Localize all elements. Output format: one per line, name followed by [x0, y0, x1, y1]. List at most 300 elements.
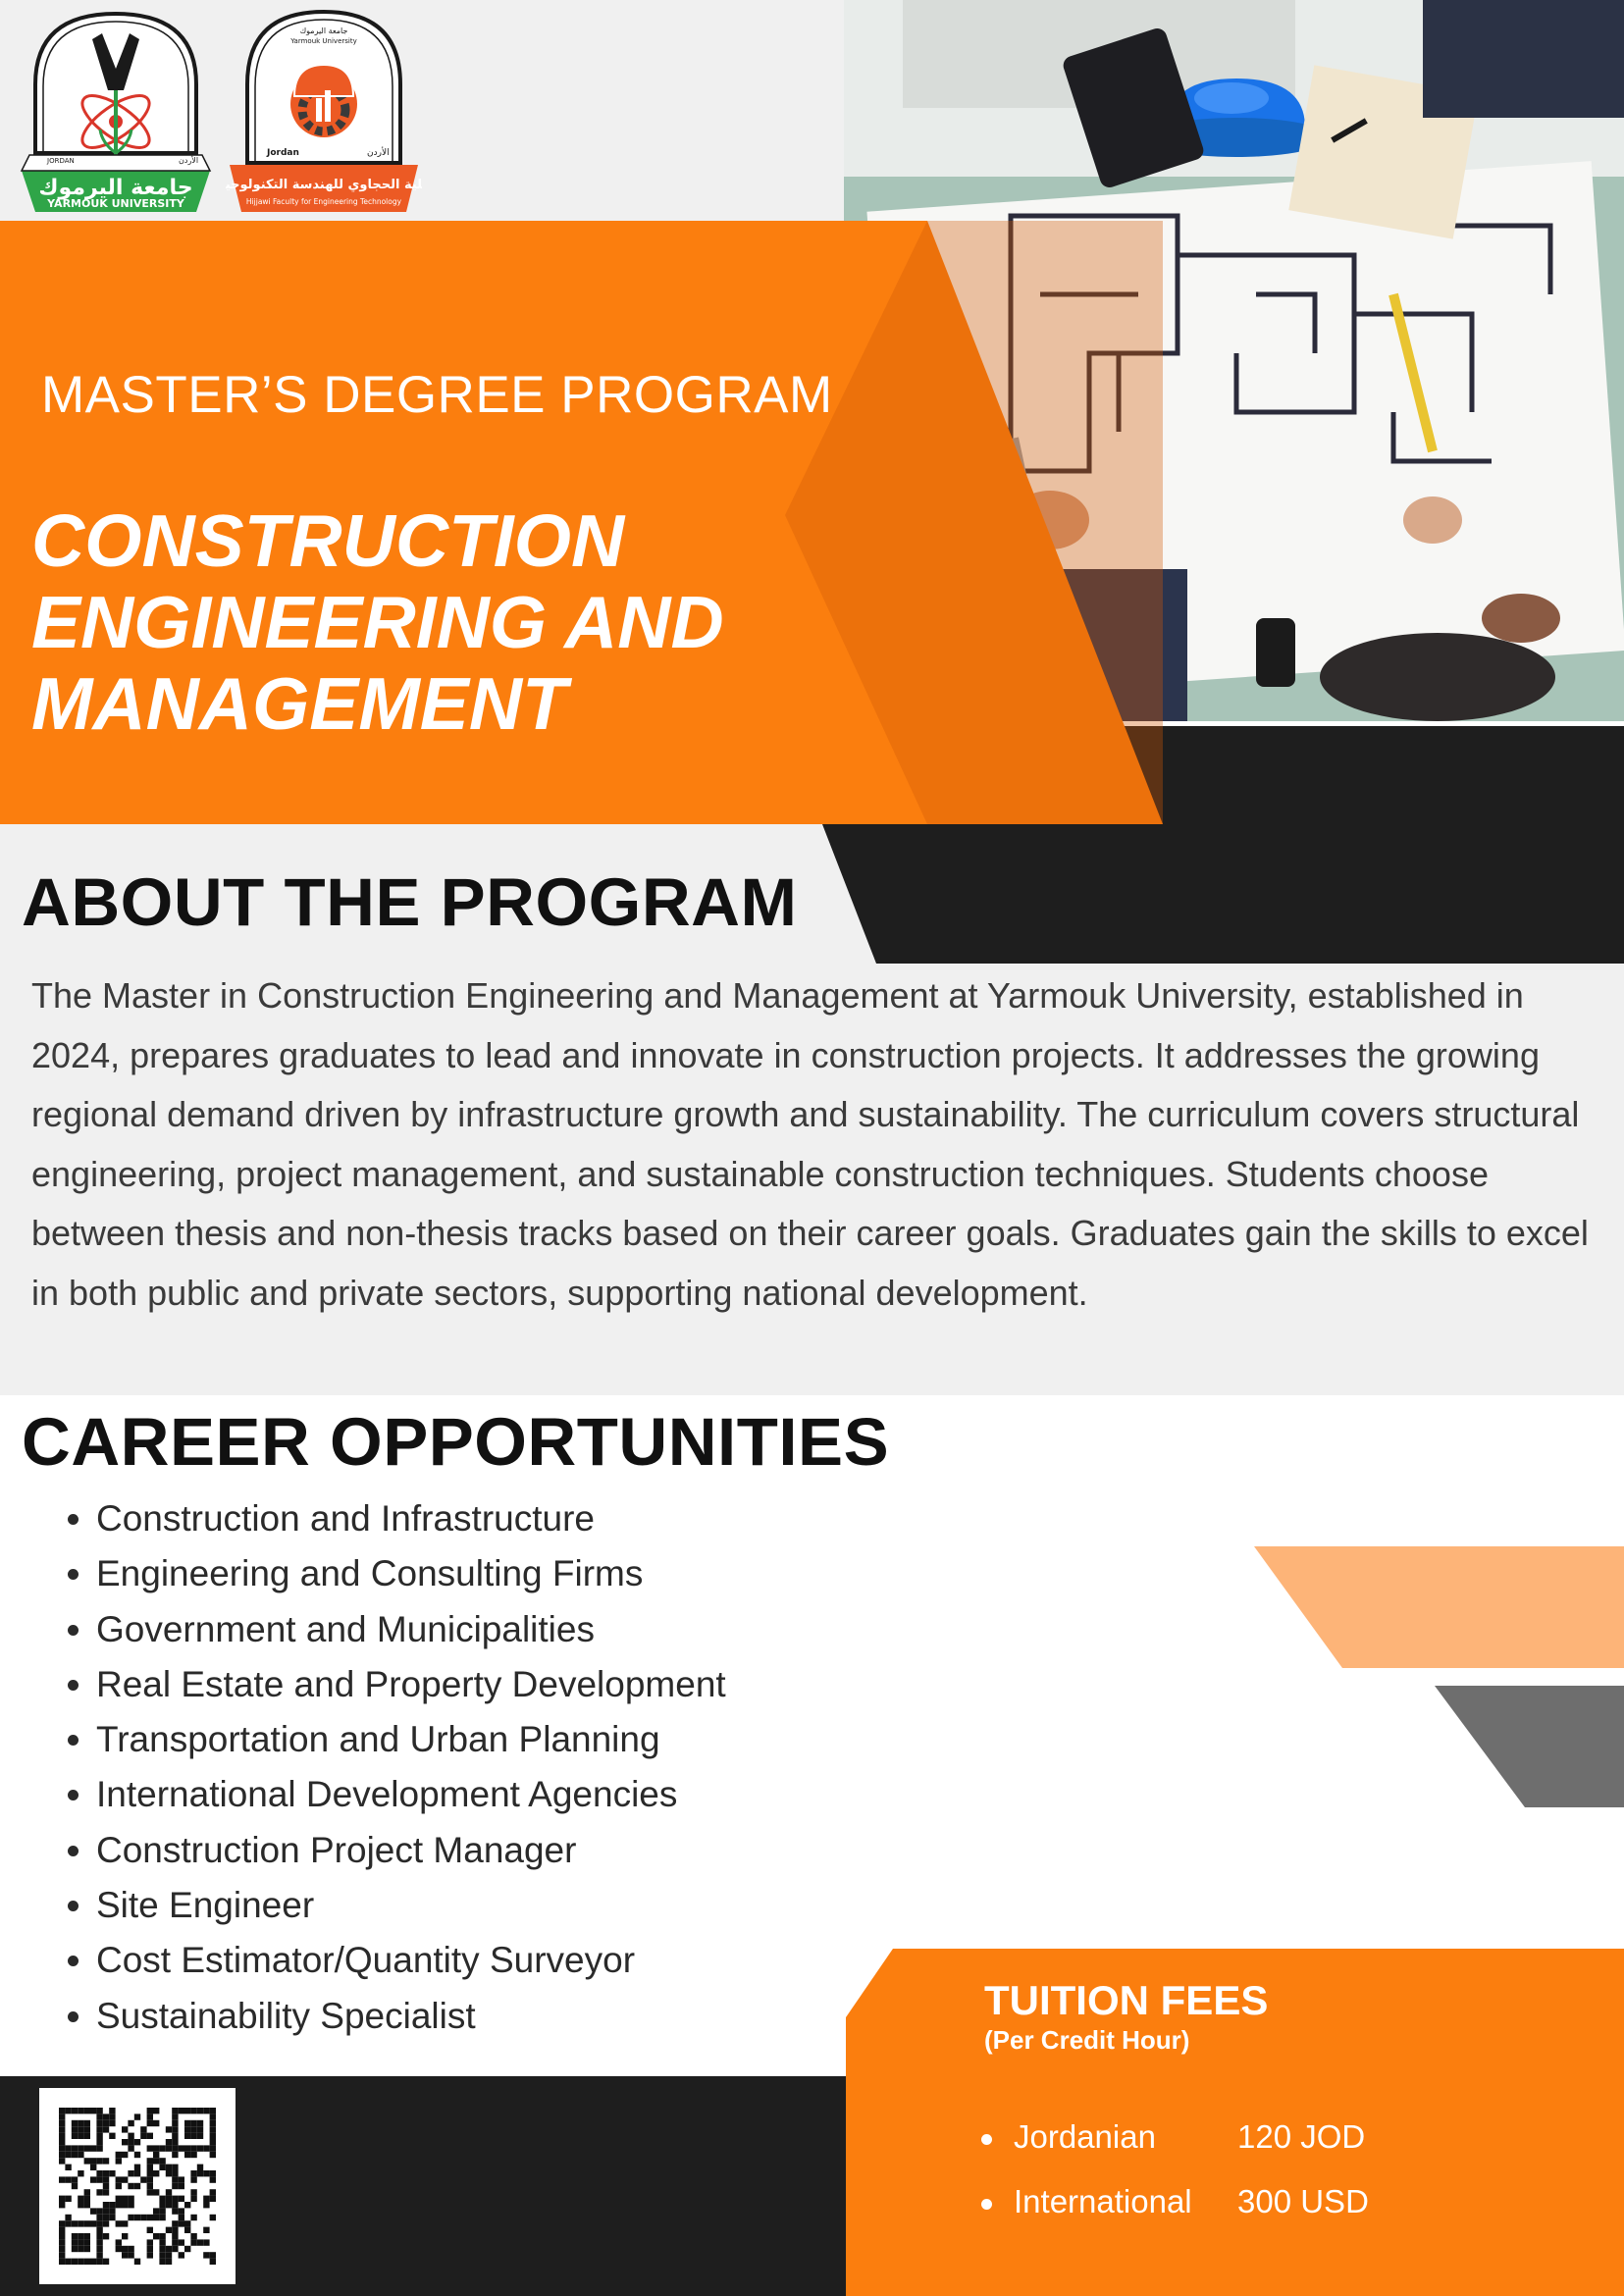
qr-module	[184, 2133, 190, 2139]
hero-title-line: ENGINEERING AND	[31, 581, 724, 663]
qr-module	[153, 2145, 159, 2151]
qr-module	[147, 2145, 153, 2151]
qr-module	[78, 2220, 83, 2226]
qr-module	[84, 2259, 90, 2265]
qr-module	[172, 2196, 178, 2202]
qr-module	[184, 2120, 190, 2126]
career-heading: CAREER OPPORTUNITIES	[22, 1404, 890, 1480]
qr-module	[159, 2145, 165, 2151]
qr-module	[72, 2176, 78, 2182]
qr-module	[78, 2152, 83, 2158]
qr-module	[159, 2239, 165, 2245]
qr-module	[128, 2252, 133, 2258]
qr-module	[116, 2246, 122, 2252]
qr-module	[128, 2202, 133, 2208]
qr-module	[78, 2126, 83, 2132]
qr-module	[166, 2145, 172, 2151]
qr-module	[134, 2152, 140, 2158]
list-item: • Real Estate and Property Development	[96, 1657, 726, 1712]
qr-module	[210, 2139, 216, 2145]
qr-module	[109, 2202, 115, 2208]
qr-module	[84, 2126, 90, 2132]
qr-module	[72, 2183, 78, 2189]
qr-module	[122, 2252, 128, 2258]
yarmouk-logo-english-name: YARMOUK UNIVERSITY	[47, 197, 184, 210]
tuition-heading: TUITION FEES	[984, 1977, 1269, 2023]
qr-module	[184, 2220, 190, 2226]
qr-module	[84, 2145, 90, 2151]
qr-module	[65, 2215, 71, 2220]
qr-module	[203, 2239, 209, 2245]
qr-module	[203, 2108, 209, 2113]
qr-module	[78, 2246, 83, 2252]
hero-subtitle: MASTER’S DEGREE PROGRAM	[41, 366, 833, 424]
list-item: • International Development Agencies	[96, 1767, 726, 1822]
qr-module	[210, 2196, 216, 2202]
qr-module	[72, 2126, 78, 2132]
qr-module	[72, 2233, 78, 2239]
qr-module	[96, 2233, 102, 2239]
fee-row-jordanian	[981, 2118, 1365, 2156]
hijjawi-faculty-logo	[226, 6, 422, 217]
hijjawi-logo-arabic-name: كلية الحجاوي للهندسة التكنولوجية	[226, 178, 422, 192]
qr-module	[109, 2120, 115, 2126]
qr-module	[103, 2126, 109, 2132]
qr-module	[190, 2196, 196, 2202]
qr-module	[103, 2170, 109, 2176]
qr-module	[210, 2145, 216, 2151]
qr-module	[159, 2208, 165, 2214]
qr-module	[184, 2246, 190, 2252]
qr-module	[78, 2145, 83, 2151]
qr-module	[159, 2202, 165, 2208]
qr-module	[72, 2133, 78, 2139]
decorative-dark-shape	[822, 824, 1624, 964]
qr-module	[147, 2215, 153, 2220]
qr-module	[128, 2145, 133, 2151]
qr-module	[172, 2202, 178, 2208]
qr-module	[172, 2145, 178, 2151]
qr-module	[84, 2133, 90, 2139]
qr-code[interactable]	[39, 2088, 236, 2284]
qr-module	[197, 2108, 203, 2113]
qr-module	[59, 2152, 65, 2158]
qr-code-icon	[39, 2088, 236, 2284]
about-heading: ABOUT THE PROGRAM	[22, 864, 798, 940]
qr-module	[84, 2246, 90, 2252]
qr-module	[103, 2208, 109, 2214]
hijjawi-logo-top-ar: جامعة اليرموك	[299, 26, 348, 35]
list-item: • Construction and Infrastructure	[96, 1491, 726, 1546]
qr-module	[203, 2252, 209, 2258]
qr-module	[96, 2145, 102, 2151]
qr-module	[210, 2113, 216, 2119]
qr-module	[166, 2170, 172, 2176]
qr-module	[172, 2133, 178, 2139]
qr-module	[172, 2126, 178, 2132]
qr-module	[59, 2108, 65, 2113]
list-item: • Site Engineer	[96, 1878, 726, 1933]
qr-module	[59, 2120, 65, 2126]
qr-module	[134, 2113, 140, 2119]
qr-module	[90, 2220, 96, 2226]
qr-module	[90, 2158, 96, 2164]
qr-module	[128, 2120, 133, 2126]
yarmouk-logo-arabic-name: جامعة اليرموك	[38, 176, 193, 200]
qr-module	[134, 2215, 140, 2220]
qr-module	[84, 2239, 90, 2245]
qr-module	[128, 2215, 133, 2220]
qr-module	[90, 2259, 96, 2265]
qr-module	[179, 2239, 184, 2245]
qr-module	[96, 2176, 102, 2182]
qr-module	[159, 2196, 165, 2202]
qr-module	[109, 2170, 115, 2176]
qr-module	[128, 2183, 133, 2189]
qr-module	[179, 2252, 184, 2258]
qr-module	[184, 2202, 190, 2208]
qr-module	[153, 2215, 159, 2220]
qr-module	[84, 2108, 90, 2113]
qr-module	[122, 2196, 128, 2202]
yarmouk-university-logo	[18, 6, 214, 217]
qr-module	[109, 2133, 115, 2139]
qr-module	[147, 2246, 153, 2252]
qr-module	[134, 2170, 140, 2176]
qr-module	[72, 2152, 78, 2158]
qr-module	[179, 2220, 184, 2226]
qr-module	[59, 2145, 65, 2151]
qr-module	[190, 2133, 196, 2139]
qr-module	[78, 2108, 83, 2113]
qr-module	[172, 2120, 178, 2126]
qr-module	[190, 2239, 196, 2245]
qr-module	[147, 2183, 153, 2189]
qr-module	[153, 2152, 159, 2158]
qr-module	[166, 2189, 172, 2195]
qr-module	[59, 2196, 65, 2202]
qr-module	[65, 2196, 71, 2202]
hijjawi-logo-country-en: Jordan	[267, 148, 299, 158]
qr-module	[84, 2158, 90, 2164]
hero-title	[31, 500, 915, 745]
qr-module	[72, 2120, 78, 2126]
qr-module	[116, 2158, 122, 2164]
qr-module	[78, 2120, 83, 2126]
qr-module	[159, 2215, 165, 2220]
qr-module	[140, 2133, 146, 2139]
qr-module	[147, 2165, 153, 2170]
qr-module	[65, 2108, 71, 2113]
qr-module	[59, 2239, 65, 2245]
qr-module	[190, 2108, 196, 2113]
qr-module	[203, 2196, 209, 2202]
qr-module	[166, 2202, 172, 2208]
qr-module	[197, 2126, 203, 2132]
list-item: • Engineering and Consulting Firms	[96, 1546, 726, 1601]
qr-module	[153, 2189, 159, 2195]
qr-module	[159, 2259, 165, 2265]
tuition-subheading: (Per Credit Hour)	[984, 2025, 1190, 2055]
qr-module	[134, 2183, 140, 2189]
qr-module	[184, 2126, 190, 2132]
qr-module	[96, 2158, 102, 2164]
fee-label: Jordanian	[1014, 2118, 1156, 2155]
qr-module	[78, 2196, 83, 2202]
qr-module	[159, 2233, 165, 2239]
qr-module	[159, 2165, 165, 2170]
qr-module	[96, 2227, 102, 2233]
qr-module	[147, 2113, 153, 2119]
qr-module	[190, 2215, 196, 2220]
qr-module	[190, 2152, 196, 2158]
qr-module	[116, 2220, 122, 2226]
qr-module	[147, 2108, 153, 2113]
qr-module	[172, 2239, 178, 2245]
hijjawi-logo-top-en: Yarmouk University	[290, 37, 357, 45]
qr-module	[166, 2139, 172, 2145]
qr-module	[153, 2233, 159, 2239]
career-list	[39, 1491, 726, 2044]
qr-module	[90, 2145, 96, 2151]
qr-module	[103, 2215, 109, 2220]
qr-module	[179, 2208, 184, 2214]
qr-module	[197, 2165, 203, 2170]
fee-value: 300 USD	[1237, 2183, 1369, 2219]
qr-module	[122, 2152, 128, 2158]
qr-module	[116, 2183, 122, 2189]
qr-module	[103, 2183, 109, 2189]
qr-module	[166, 2252, 172, 2258]
qr-module	[147, 2133, 153, 2139]
qr-module	[179, 2145, 184, 2151]
fee-value: 120 JOD	[1237, 2118, 1366, 2155]
qr-module	[166, 2196, 172, 2202]
qr-module	[84, 2202, 90, 2208]
qr-module	[78, 2170, 83, 2176]
qr-module	[116, 2176, 122, 2182]
qr-module	[147, 2170, 153, 2176]
qr-module	[72, 2239, 78, 2245]
list-item: • Sustainability Specialist	[96, 1989, 726, 2044]
qr-module	[59, 2227, 65, 2233]
qr-module	[96, 2108, 102, 2113]
qr-module	[159, 2158, 165, 2164]
qr-module	[166, 2259, 172, 2265]
qr-module	[116, 2196, 122, 2202]
qr-module	[128, 2133, 133, 2139]
qr-module	[59, 2202, 65, 2208]
qr-module	[172, 2165, 178, 2170]
decorative-grey-shape	[1435, 1686, 1624, 1807]
qr-module	[190, 2126, 196, 2132]
qr-module	[122, 2220, 128, 2226]
qr-module	[72, 2220, 78, 2226]
qr-module	[203, 2202, 209, 2208]
qr-module	[172, 2152, 178, 2158]
qr-module	[59, 2233, 65, 2239]
qr-module	[134, 2165, 140, 2170]
qr-module	[103, 2233, 109, 2239]
qr-module	[90, 2208, 96, 2214]
qr-module	[103, 2189, 109, 2195]
list-item: • Construction Project Manager	[96, 1823, 726, 1878]
qr-module	[78, 2133, 83, 2139]
hijjawi-logo-country-ar: الأردن	[367, 148, 390, 158]
qr-module	[65, 2220, 71, 2226]
qr-module	[153, 2108, 159, 2113]
qr-module	[78, 2259, 83, 2265]
qr-module	[210, 2120, 216, 2126]
list-item: • Transportation and Urban Planning	[96, 1712, 726, 1767]
qr-module	[197, 2133, 203, 2139]
qr-module	[172, 2227, 178, 2233]
qr-module	[203, 2227, 209, 2233]
qr-module	[147, 2120, 153, 2126]
qr-module	[147, 2189, 153, 2195]
qr-module	[140, 2176, 146, 2182]
qr-module	[90, 2176, 96, 2182]
qr-module	[166, 2246, 172, 2252]
qr-module	[134, 2259, 140, 2265]
qr-module	[190, 2233, 196, 2239]
qr-module	[72, 2259, 78, 2265]
qr-module	[153, 2158, 159, 2164]
qr-module	[84, 2120, 90, 2126]
qr-module	[109, 2108, 115, 2113]
qr-module	[210, 2189, 216, 2195]
qr-module	[210, 2170, 216, 2176]
list-item: • Government and Municipalities	[96, 1602, 726, 1657]
qr-module	[96, 2220, 102, 2226]
qr-module	[103, 2220, 109, 2226]
qr-module	[147, 2158, 153, 2164]
qr-module	[166, 2126, 172, 2132]
qr-module	[96, 2259, 102, 2265]
qr-module	[96, 2246, 102, 2252]
qr-module	[96, 2120, 102, 2126]
qr-module	[179, 2176, 184, 2182]
qr-module	[59, 2113, 65, 2119]
qr-module	[96, 2252, 102, 2258]
hero-title-line: MANAGEMENT	[31, 662, 567, 745]
list-item: • Cost Estimator/Quantity Surveyor	[96, 1933, 726, 1988]
hero-title-line: CONSTRUCTION	[31, 499, 625, 582]
qr-module	[172, 2233, 178, 2239]
qr-module	[128, 2170, 133, 2176]
qr-module	[109, 2215, 115, 2220]
qr-module	[159, 2246, 165, 2252]
qr-module	[72, 2246, 78, 2252]
qr-module	[197, 2170, 203, 2176]
qr-module	[122, 2176, 128, 2182]
qr-module	[210, 2259, 216, 2265]
qr-module	[122, 2126, 128, 2132]
qr-module	[84, 2196, 90, 2202]
bullet-icon	[981, 2134, 992, 2145]
qr-module	[179, 2196, 184, 2202]
qr-module	[96, 2139, 102, 2145]
qr-module	[103, 2113, 109, 2119]
qr-module	[84, 2220, 90, 2226]
qr-module	[78, 2239, 83, 2245]
qr-module	[65, 2145, 71, 2151]
qr-module	[190, 2145, 196, 2151]
qr-module	[210, 2176, 216, 2182]
about-paragraph: The Master in Construction Engineering and Management at Yarmouk University, established in 2024, prepares graduates to lead and innovate in construction projects. It addresses the growing regional demand driven by infrastructure growth and sustainability. The curriculum covers structural engineering, project management, and sustainable construction techniques. Students choose between thesis and non-thesis tracks based on their career goals. Graduates gain the skills to excel in both public and private sectors, supporting national development.	[31, 975, 1589, 1313]
qr-module	[96, 2133, 102, 2139]
qr-module	[72, 2145, 78, 2151]
qr-module	[96, 2208, 102, 2214]
qr-module	[184, 2227, 190, 2233]
qr-module	[190, 2120, 196, 2126]
qr-module	[179, 2215, 184, 2220]
qr-module	[109, 2208, 115, 2214]
fee-label: International	[1014, 2183, 1192, 2219]
qr-module	[122, 2139, 128, 2145]
qr-module	[90, 2165, 96, 2170]
qr-module	[147, 2227, 153, 2233]
qr-module	[103, 2120, 109, 2126]
qr-module	[203, 2170, 209, 2176]
qr-module	[197, 2145, 203, 2151]
qr-module	[128, 2196, 133, 2202]
qr-module	[172, 2113, 178, 2119]
qr-module	[128, 2246, 133, 2252]
qr-module	[65, 2176, 71, 2182]
decorative-orange-shape	[1254, 1546, 1624, 1668]
qr-module	[116, 2202, 122, 2208]
qr-module	[116, 2152, 122, 2158]
qr-module	[90, 2108, 96, 2113]
qr-module	[197, 2120, 203, 2126]
hijjawi-logo-english-name: Hijjawi Faculty for Engineering Technology	[245, 197, 402, 206]
qr-module	[72, 2108, 78, 2113]
qr-module	[140, 2215, 146, 2220]
qr-module	[172, 2139, 178, 2145]
qr-module	[172, 2183, 178, 2189]
bullet-icon	[981, 2199, 992, 2210]
qr-module	[172, 2108, 178, 2113]
qr-module	[172, 2220, 178, 2226]
qr-module	[96, 2239, 102, 2245]
qr-module	[78, 2202, 83, 2208]
qr-module	[84, 2189, 90, 2195]
qr-module	[96, 2215, 102, 2220]
qr-module	[59, 2246, 65, 2252]
qr-module	[103, 2176, 109, 2182]
qr-module	[59, 2126, 65, 2132]
qr-module	[59, 2133, 65, 2139]
qr-module	[103, 2259, 109, 2265]
qr-module	[147, 2239, 153, 2245]
qr-module	[210, 2152, 216, 2158]
qr-module	[96, 2189, 102, 2195]
yarmouk-logo-country-en: JORDAN	[47, 157, 75, 165]
qr-module	[59, 2158, 65, 2164]
qr-module	[172, 2170, 178, 2176]
qr-module	[59, 2252, 65, 2258]
qr-module	[59, 2139, 65, 2145]
qr-module	[210, 2126, 216, 2132]
qr-module	[109, 2113, 115, 2119]
qr-module	[84, 2233, 90, 2239]
qr-module	[153, 2208, 159, 2214]
qr-module	[59, 2176, 65, 2182]
qr-module	[166, 2165, 172, 2170]
qr-module	[96, 2126, 102, 2132]
qr-module	[78, 2233, 83, 2239]
